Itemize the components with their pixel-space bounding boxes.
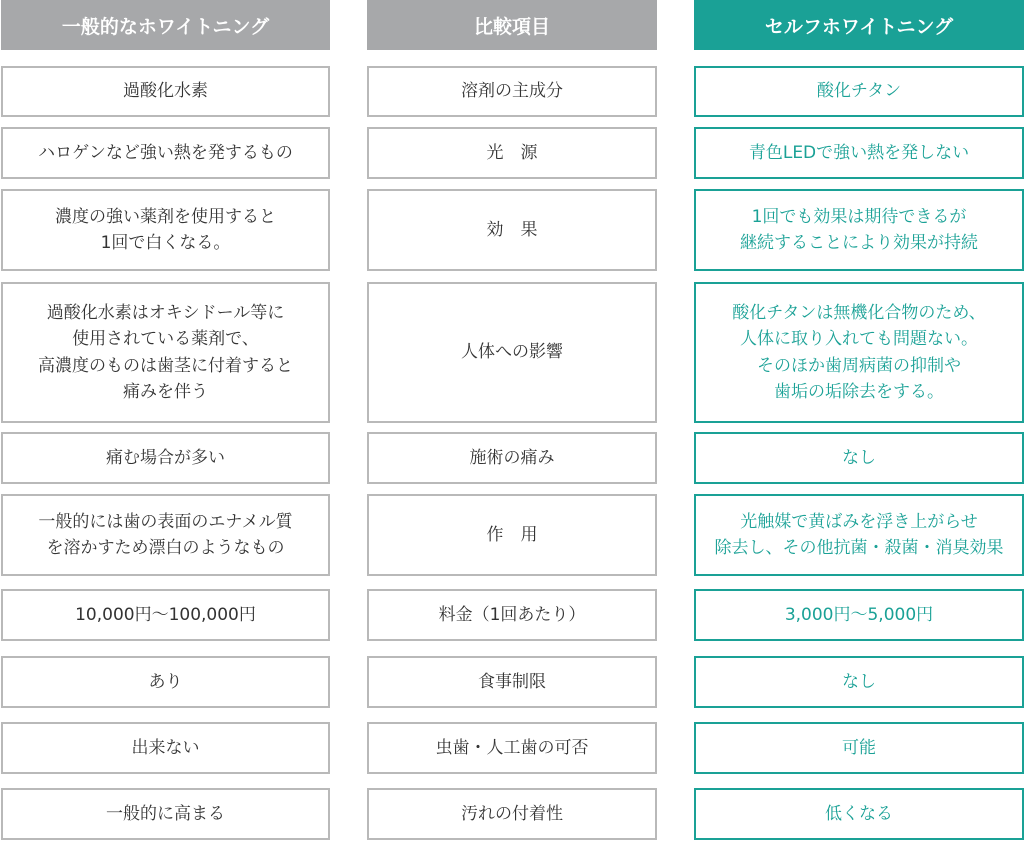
general-cell-9: 一般的に高まる (1, 788, 330, 840)
item-cell-8: 虫歯・人工歯の可否 (367, 722, 657, 774)
self-cell-4: なし (694, 432, 1024, 484)
self-cell-1: 青色LEDで強い熱を発しない (694, 127, 1024, 179)
self-cell-7: なし (694, 656, 1024, 708)
general-cell-0: 過酸化水素 (1, 66, 330, 117)
self-cell-0: 酸化チタン (694, 66, 1024, 117)
item-cell-7: 食事制限 (367, 656, 657, 708)
item-cell-5: 作 用 (367, 494, 657, 576)
general-cell-4: 痛む場合が多い (1, 432, 330, 484)
self-cell-2: 1回でも効果は期待できるが 継続することにより効果が持続 (694, 189, 1024, 271)
item-cell-3: 人体への影響 (367, 282, 657, 423)
general-cell-5: 一般的には歯の表面のエナメル質 を溶かすため漂白のようなもの (1, 494, 330, 576)
general-cell-8: 出来ない (1, 722, 330, 774)
self-cell-8: 可能 (694, 722, 1024, 774)
self-cell-5: 光触媒で黄ばみを浮き上がらせ 除去し、その他抗菌・殺菌・消臭効果 (694, 494, 1024, 576)
item-cell-9: 汚れの付着性 (367, 788, 657, 840)
item-cell-6: 料金（1回あたり） (367, 589, 657, 641)
item-cell-4: 施術の痛み (367, 432, 657, 484)
item-cell-2: 効 果 (367, 189, 657, 271)
header-self-whitening: セルフホワイトニング (694, 0, 1024, 50)
general-cell-1: ハロゲンなど強い熱を発するもの (1, 127, 330, 179)
item-cell-0: 溶剤の主成分 (367, 66, 657, 117)
item-cell-1: 光 源 (367, 127, 657, 179)
self-cell-6: 3,000円〜5,000円 (694, 589, 1024, 641)
general-cell-6: 10,000円〜100,000円 (1, 589, 330, 641)
header-comparison-item: 比較項目 (367, 0, 657, 50)
general-cell-3: 過酸化水素はオキシドール等に 使用されている薬剤で、 高濃度のものは歯茎に付着すると 痛みを伴う (1, 282, 330, 423)
self-cell-9: 低くなる (694, 788, 1024, 840)
self-cell-3: 酸化チタンは無機化合物のため、 人体に取り入れても問題ない。 そのほか歯周病菌の抑制や 歯垢の垢除去をする。 (694, 282, 1024, 423)
header-general-whitening: 一般的なホワイトニング (1, 0, 330, 50)
general-cell-2: 濃度の強い薬剤を使用すると 1回で白くなる。 (1, 189, 330, 271)
general-cell-7: あり (1, 656, 330, 708)
